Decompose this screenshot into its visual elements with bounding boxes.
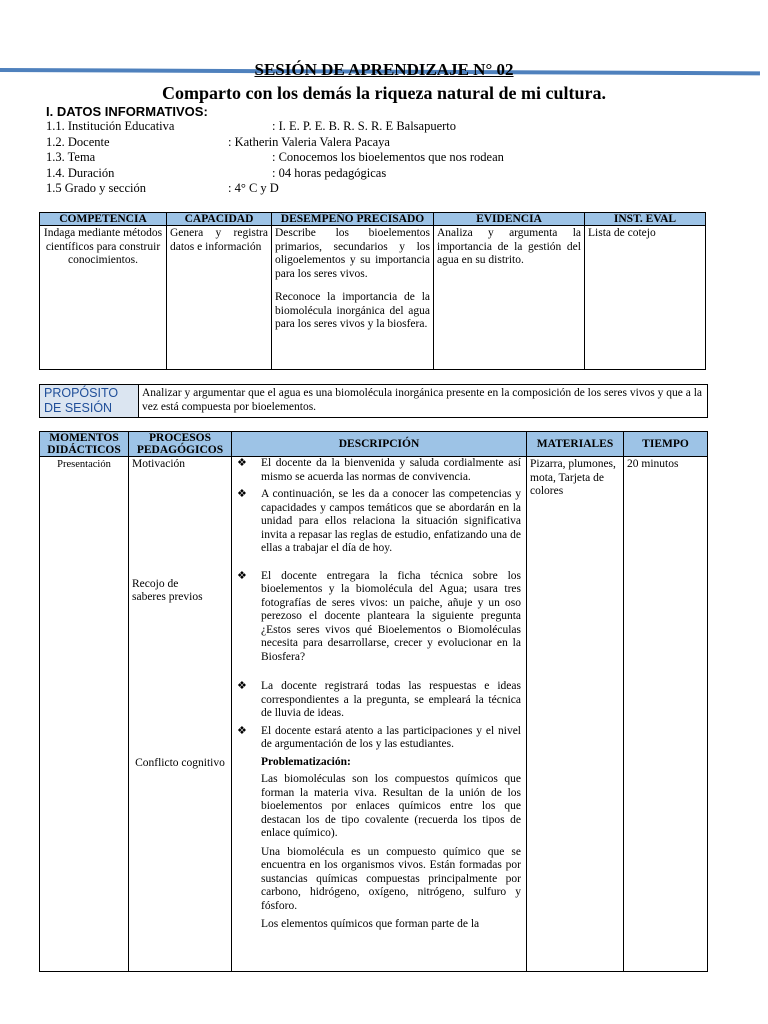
tiempo-cell: 20 minutos <box>624 457 708 972</box>
dato-value: : I. E. P. E. B. R. S. R. E Balsapuerto <box>272 119 457 133</box>
dato-value: : 04 horas pedagógicas <box>272 165 387 180</box>
desempeno-cell <box>272 226 434 370</box>
problematizacion-label: Problematización: <box>261 755 351 768</box>
proceso-motivacion: Motivación <box>132 458 186 470</box>
list-item <box>237 488 521 556</box>
header-tiempo: TIEMPO <box>624 432 708 457</box>
datos-informativos <box>46 104 504 197</box>
datos-heading: I. DATOS INFORMATIVOS: <box>46 104 208 119</box>
header-momentos: MOMENTOS DIDÁCTICOS <box>40 432 129 457</box>
header-descripcion: DESCRIPCIÓN <box>232 432 527 457</box>
list-item-text: El docente entregara la ficha técnica sobre los bioelementos y la biomolécula del Agua; usara tres fotografías de seres vivos: un paiche, añuje y un oso perezoso el docente planteara la siguiente pregunta ¿Estos seres vivos qué Bioelementos o Biomoléculas necesita para desarrollarse, crecer y evolucionar en la Biosfera? <box>261 569 521 663</box>
dato-row <box>46 119 457 135</box>
capacidad-cell: Genera y registra datos e información <box>167 226 272 370</box>
problematizacion-block <box>237 756 521 932</box>
dato-label: 1.1. Institución Educativa <box>46 119 175 133</box>
proposito-table <box>39 384 708 418</box>
competencias-table <box>39 212 706 370</box>
paragraph: Los elementos químicos que forman parte de la <box>261 918 480 930</box>
session-title: SESIÓN DE APRENDIZAJE N° 02 <box>254 60 514 79</box>
descripcion-cell <box>232 457 527 972</box>
momento-cell: Presentación <box>40 457 129 972</box>
header-capacidad: CAPACIDAD <box>167 213 272 226</box>
proposito-text: Analizar y argumentar que el agua es una biomolécula inorgánica presente en la composición de los seres vivos y que a la vez está compuesta por bioelementos. <box>139 385 708 418</box>
list-item-text: El docente estará atento a las participaciones y el nivel de argumentación de los y las estudiantes. <box>261 724 521 750</box>
dato-row <box>46 165 387 182</box>
inst-eval-cell: Lista de cotejo <box>585 226 706 370</box>
header-competencia: COMPETENCIA <box>40 213 167 226</box>
header-materiales: MATERIALES <box>527 432 624 457</box>
dato-label: 1.2. Docente <box>46 134 110 149</box>
dato-value: : 4° C y D <box>228 181 279 195</box>
dato-row <box>46 181 279 197</box>
dato-label: 1.5 Grado y sección <box>46 181 146 195</box>
paragraph: Una biomolécula es un compuesto químico que se encuentra en los organismos vivos. Están formadas por sustancias químicas compuestas principalmente por carbono, hidrógeno, oxígeno, nitrógeno, sulfuro y fósforo. <box>261 845 521 912</box>
diamond-bullet-icon: ❖ <box>237 724 247 737</box>
desempeno-text-2: Reconoce la importancia de la biomolécula inorgánica del agua para los seres vivos y la biosfera. <box>275 291 430 330</box>
dato-value: : Conocemos los bioelementos que nos rodean <box>272 150 504 164</box>
materiales-cell: Pizarra, plumones, mota, Tarjeta de colores <box>527 457 624 972</box>
list-item <box>237 680 521 721</box>
header-inst-eval: INST. EVAL <box>585 213 706 226</box>
list-item <box>237 457 521 484</box>
header-desempeno: DESEMPEÑO PRECISADO <box>272 213 434 226</box>
list-item <box>237 570 521 665</box>
list-item-text: El docente da la bienvenida y saluda cordialmente así mismo se acuerda las normas de convivencia. <box>261 457 521 483</box>
header-evidencia: EVIDENCIA <box>434 213 585 226</box>
diamond-bullet-icon: ❖ <box>237 680 247 692</box>
header-procesos: PROCESOS PEDAGÓGICOS <box>129 432 232 457</box>
procesos-cell <box>129 457 232 972</box>
session-subtitle: Comparto con los demás la riqueza natural de mi cultura. <box>162 83 606 103</box>
diamond-bullet-icon: ❖ <box>237 569 247 582</box>
dato-row <box>46 150 504 166</box>
momentos-table <box>39 431 708 972</box>
dato-label: 1.3. Tema <box>46 150 96 164</box>
diamond-bullet-icon: ❖ <box>237 457 247 469</box>
dato-value: : Katherin Valeria Valera Pacaya <box>228 134 390 149</box>
proposito-label: PROPÓSITO DE SESIÓN <box>40 385 139 418</box>
list-item-text: La docente registrará todas las respuestas e ideas correspondientes a la pregunta, se empleará la técnica de lluvia de ideas. <box>261 680 521 719</box>
list-item-text: A continuación, se les da a conocer las competencias y capacidades y campos temáticos que se abordarán en la unidad para ellos relaciona la situación significativa invita a repasar las reglas de estudio, enfatizando una de ellas a trabajar el día de hoy. <box>261 488 521 554</box>
desempeno-text-1: Describe los bioelementos primarios, secundarios y los oligoelementos y su importancia para los seres vivos. <box>275 227 430 280</box>
diamond-bullet-icon: ❖ <box>237 488 247 500</box>
competencia-cell: Indaga mediante métodos científicos para construir conocimientos. <box>40 226 167 370</box>
evidencia-cell: Analiza y argumenta la importancia de la gestión del agua en su distrito. <box>434 226 585 370</box>
paragraph: Las biomoléculas son los compuestos químicos que forman la materia viva. Resultan de la unión de los bioelementos por enlaces químicos entre los que destacan los de tipo covalente (recuerda los tipos de enlace químico). <box>261 773 521 839</box>
proceso-saberes: Recojo de saberes previos <box>132 577 203 603</box>
dato-row <box>46 134 390 151</box>
proceso-conflicto: Conflicto cognitivo <box>135 756 225 769</box>
dato-label: 1.4. Duración <box>46 165 115 180</box>
list-item <box>237 725 521 752</box>
